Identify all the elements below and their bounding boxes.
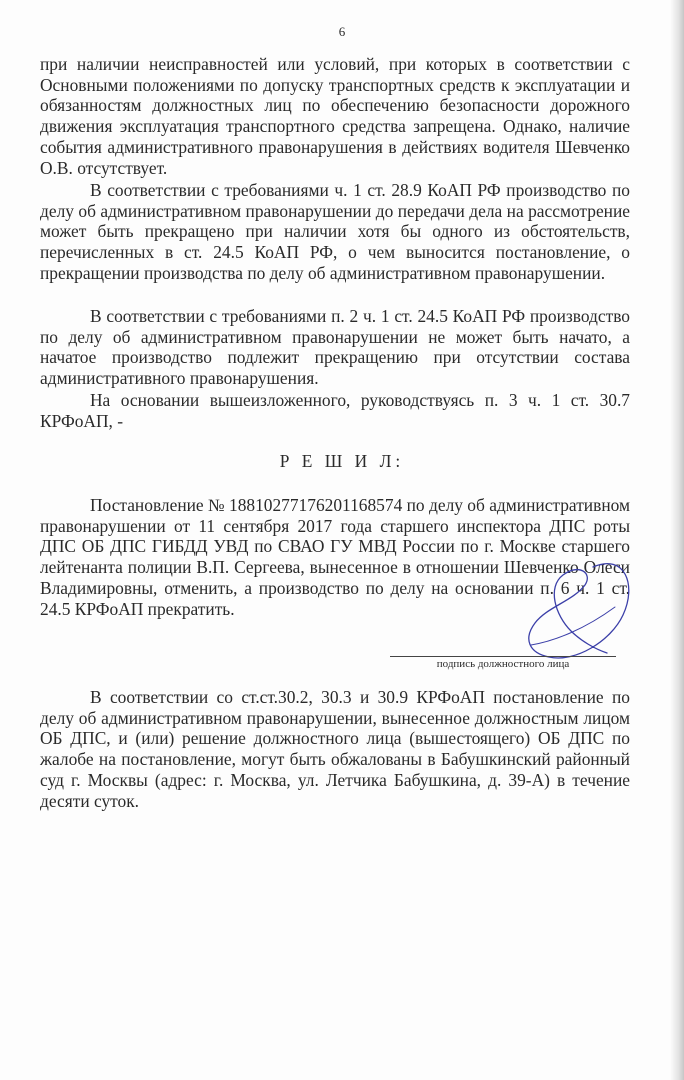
page-number: 6 — [338, 24, 346, 39]
page-edge-shadow — [670, 0, 684, 1080]
paragraph-grounds: На основании вышеизложенного, руководствуясь п. 3 ч. 1 ст. 30.7 КРФоАП, - — [40, 390, 630, 431]
paragraph-violation-conditions: при наличии неисправностей или условий, при которых в соответствии с Основными положениями по допуску транспортных средств к эксплуатации и обязанностям должностных лиц по обеспечению безопасности дорожного движения эксплуатация транспортного средства запрещена. Однако, наличие события административного правонарушения в действиях водителя Шевченко О.В. отсутствует. — [40, 54, 630, 178]
signature-line — [390, 656, 616, 657]
decision-heading: Р Е Ш И Л: — [279, 451, 405, 471]
paragraph-appeal: В соответствии со ст.ст.30.2, 30.3 и 30.9 КРФоАП постановление по делу об административном правонарушении, вынесенное должностным лицом ОБ ДПС, и (или) решение должностного лица (вышестоящего) ОБ ДПС по жалобе на постановление, могут быть обжалованы в Бабушкинский районный суд г. Москвы (адрес: г. Москва, ул. Летчика Бабушкина, д. 39-А) в течение десяти суток. — [40, 687, 630, 811]
signature-caption: подпись должностного лица — [436, 658, 570, 670]
paragraph-article-28-9: В соответствии с требованиями ч. 1 ст. 28.9 КоАП РФ производство по делу об административном правонарушении до передачи дела на рассмотрение может быть прекращено при наличии хотя бы одного из обстоятельств, перечисленных в ст. 24.5 КоАП РФ, о чем выносится постановление, о прекращении производства по делу об административном правонарушении. — [40, 180, 630, 283]
paragraph-decision: Постановление № 18810277176201168574 по делу об административном правонарушении от 11 сентября 2017 года старшего инспектора ДПС роты ДПС ОБ ДПС ГИБДД УВД по СВАО ГУ МВД России по г. Москве старшего лейтенанта полиции В.П. Сергеева, вынесенное в отношении Шевченко Олеси Владимировны, отменить, а производство по делу на основании п. 6 ч. 1 ст. 24.5 КРФоАП прекратить. — [40, 495, 630, 619]
paragraph-article-24-5: В соответствии с требованиями п. 2 ч. 1 ст. 24.5 КоАП РФ производство по делу об административном правонарушении не может быть начато, а начатое производство подлежит прекращению при отсутствии состава административного правонарушения. — [40, 306, 630, 389]
